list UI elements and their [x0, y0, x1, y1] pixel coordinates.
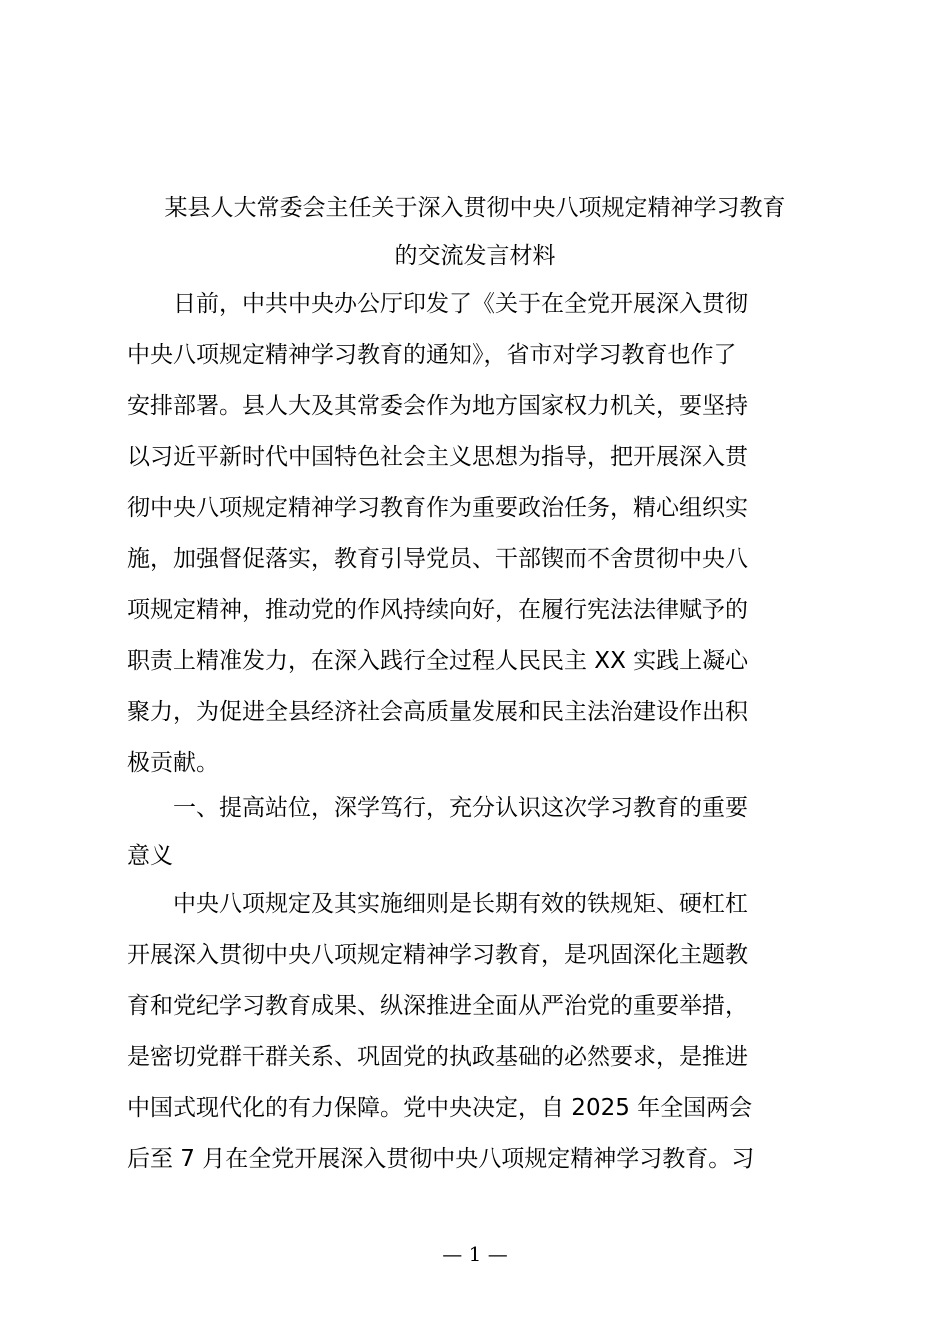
paragraph-1-line: 日前，中共中央办公厅印发了《关于在全党开展深入贯彻 — [127, 291, 748, 317]
paragraph-1-line: 彻中央八项规定精神学习教育作为重要政治任务，精心组织实 — [127, 495, 748, 521]
paragraph-1-line: 以习近平新时代中国特色社会主义思想为指导，把开展深入贯 — [127, 444, 748, 470]
section-heading-line: 意义 — [127, 843, 173, 869]
paragraph-1-line: 项规定精神，推动党的作风持续向好，在履行宪法法律赋予的 — [127, 597, 748, 623]
paragraph-2-line: 后至 7 月在全党开展深入贯彻中央八项规定精神学习教育。习 — [127, 1146, 755, 1172]
paragraph-2-line: 中央八项规定及其实施细则是长期有效的铁规矩、硬杠杠 — [127, 891, 748, 917]
paragraph-2-line: 开展深入贯彻中央八项规定精神学习教育，是巩固深化主题教 — [127, 942, 748, 968]
section-heading-line: 一、提高站位，深学笃行，充分认识这次学习教育的重要 — [127, 795, 748, 821]
paragraph-2-line: 是密切党群干群关系、巩固党的执政基础的必然要求，是推进 — [127, 1044, 748, 1070]
paragraph-1-line: 安排部署。县人大及其常委会作为地方国家权力机关，要坚持 — [127, 393, 748, 419]
paragraph-1-line: 施，加强督促落实，教育引导党员、干部锲而不舍贯彻中央八 — [127, 546, 748, 572]
paragraph-2-line: 育和党纪学习教育成果、纵深推进全面从严治党的重要举措， — [127, 993, 748, 1019]
page-number: — 1 — — [442, 1242, 508, 1266]
document-title-line-1: 某县人大常委会主任关于深入贯彻中央八项规定精神学习教育 — [164, 195, 786, 221]
document-title-line-2: 的交流发言材料 — [394, 243, 556, 269]
paragraph-1-line: 职责上精准发力，在深入践行全过程人民民主 XX 实践上凝心 — [127, 648, 749, 674]
paragraph-1-line: 中央八项规定精神学习教育的通知》，省市对学习教育也作了 — [127, 342, 737, 368]
paragraph-2-line: 中国式现代化的有力保障。党中央决定，自 2025 年全国两会 — [127, 1095, 753, 1121]
paragraph-1-line: 聚力，为促进全县经济社会高质量发展和民主法治建设作出积 — [127, 699, 748, 725]
paragraph-1-line: 极贡献。 — [127, 750, 219, 776]
